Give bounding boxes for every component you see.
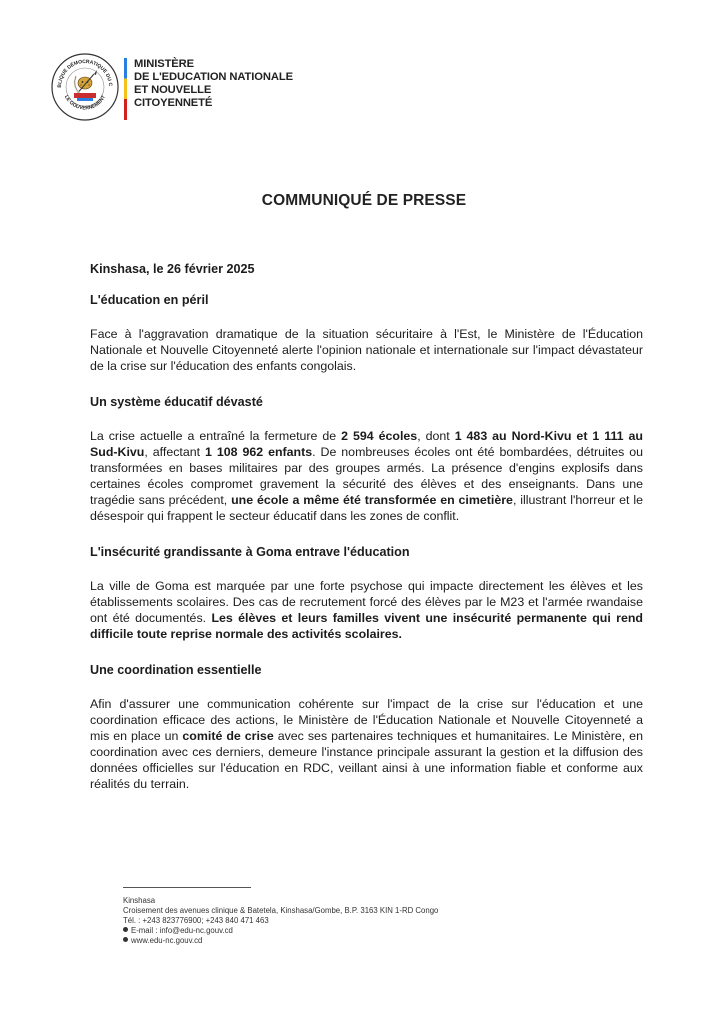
body-text: , illustrant l'horreur et le désespoir qui frappent le secteur éducatif dans les zones de conflit. [90, 493, 643, 523]
document-title: COMMUNIQUÉ DE PRESSE [261, 192, 467, 209]
section-heading: Une coordination essentielle [90, 663, 262, 677]
emphasis-text: 1 483 au Nord-Kivu et 1 111 au Sud-Kivu [90, 429, 643, 459]
document-body [90, 262, 643, 813]
ministry-line: CITOYENNETÉ [134, 97, 213, 109]
section-paragraph [90, 428, 643, 524]
coat-of-arms-seal-icon [50, 52, 120, 122]
emphasis-text: comité de crise [182, 729, 274, 743]
footer-website-row [123, 936, 543, 946]
footer-phone: Tél. : +243 823776900; +243 840 471 463 [123, 916, 269, 925]
ministry-line: ET NOUVELLE [134, 84, 212, 96]
section-paragraph [90, 578, 643, 642]
body-text: , affectant [144, 445, 206, 459]
emphasis-text: 1 108 962 enfants [205, 445, 313, 459]
section-paragraph [90, 696, 643, 792]
body-text: Face à l'aggravation dramatique de la situation sécuritaire à l'Est, le Ministère de l'Éducation Nationale et Nouvelle Citoyenneté alerte l'opinion nationale et internationale sur l'impact dévastateur de la crise sur l'éducation des enfants congolais. [90, 327, 643, 373]
dateline: Kinshasa, le 26 février 2025 [90, 262, 255, 276]
section-paragraph [90, 326, 643, 374]
body-text: La ville de Goma est marquée par une forte psychose qui impacte directement les élèves et les établissements scolaires. Des cas de recrutement forcé des élèves par le M23 et l'armée rwandaise ont été documentés. [90, 579, 643, 625]
footer-contact [123, 887, 543, 946]
ministry-line: DE L'EDUCATION NATIONALE [134, 71, 293, 83]
emphasis-text: une école a même été transformée en cimetière [231, 493, 513, 507]
body-text: La crise actuelle a entraîné la fermeture de [90, 429, 342, 443]
body-text: avec ses partenaires techniques et humanitaires. Le Ministère, en coordination avec ces derniers, demeure l'instance principale assurant la gestion et la diffusion des données officielles sur l'éducation en RDC, veillant ainsi à une information fiable et conforme aux réalités du terrain. [90, 729, 643, 791]
footer-rule [123, 887, 251, 888]
seal-top-text: BLIQUE DÉMOCRATIQUE DU C [56, 58, 114, 88]
body-text: Afin d'assurer une communication cohérente sur l'impact de la crise sur l'éducation et une coordination efficace des actions, le Ministère de l'Éducation Nationale et Nouvelle Citoyenneté a mis en place un [90, 697, 643, 743]
section-heading: L'éducation en péril [90, 293, 209, 307]
ministry-line: MINISTÈRE [134, 58, 195, 70]
seal-bottom-text: LE GOUVERNEMENT [63, 94, 107, 112]
ministry-name [134, 58, 334, 110]
footer-address: Croisement des avenues clinique & Batetela, Kinshasa/Gombe, B.P. 3163 KIN 1-RD Congo [123, 906, 439, 915]
emphasis-text: Les élèves et leurs familles vivent une insécurité permanente qui rend difficile toute reprise normale des activités scolaires. [90, 611, 643, 641]
bullet-icon [123, 927, 128, 932]
bullet-icon [123, 937, 128, 942]
section-heading: Un système éducatif dévasté [90, 395, 263, 409]
emphasis-text: 2 594 écoles [341, 429, 418, 443]
footer-website[interactable]: www.edu-nc.gouv.cd [131, 936, 203, 945]
footer-email[interactable]: E-mail : info@edu-nc.gouv.cd [131, 926, 233, 935]
flag-color-bar [124, 58, 127, 120]
footer-city: Kinshasa [123, 896, 156, 905]
body-text: . De nombreuses écoles ont été bombardées, détruites ou transformées en bases militaires par des groupes armés. La présence d'engins explosifs dans certaines écoles compromet gravement la sécurité des élèves et des enseignants. Dans une tragédie sans précédent, [90, 445, 643, 507]
footer-email-row [123, 926, 543, 936]
section-heading: L'insécurité grandissante à Goma entrave l'éducation [90, 545, 410, 559]
body-text: , dont [417, 429, 455, 443]
